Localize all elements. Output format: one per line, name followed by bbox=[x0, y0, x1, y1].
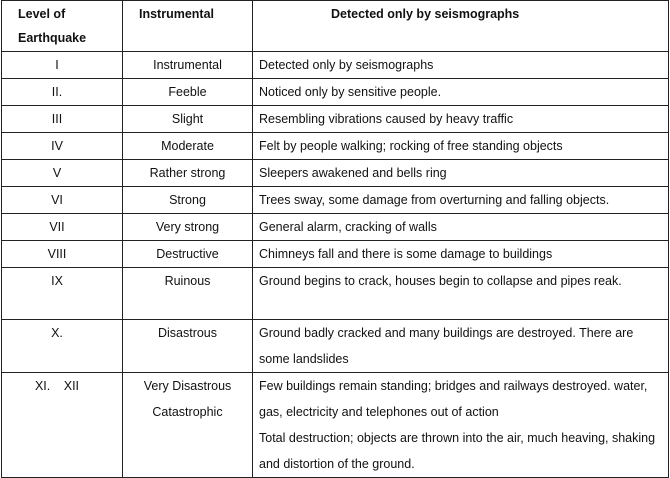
intensity-name: Catastrophic bbox=[152, 405, 223, 419]
level-value: IX bbox=[51, 274, 63, 288]
intensity-description: Total destruction; objects are thrown into the air, much heaving, shaking and distortion of the ground. bbox=[259, 431, 656, 471]
intensity-description: Few buildings remain standing; bridges and railways destroyed. water, gas, electricity and telephones out of action bbox=[259, 379, 648, 419]
intensity-name-cell bbox=[123, 373, 253, 478]
intensity-description-cell bbox=[253, 373, 669, 478]
level-value: XII bbox=[63, 379, 80, 393]
intensity-name: Feeble bbox=[123, 79, 253, 106]
table-row bbox=[2, 106, 669, 133]
level-value: VII bbox=[49, 220, 65, 234]
intensity-description: Chimneys fall and there is some damage to buildings bbox=[253, 241, 669, 268]
intensity-description: Noticed only by sensitive people. bbox=[253, 79, 669, 106]
intensity-description: Felt by people walking; rocking of free standing objects bbox=[253, 133, 669, 160]
intensity-name: Very Disastrous bbox=[143, 379, 232, 393]
header-level-line-2: Earthquake bbox=[18, 31, 87, 45]
level-value: VIII bbox=[47, 247, 67, 261]
level-cell bbox=[2, 373, 123, 478]
level-value: IV bbox=[51, 139, 63, 153]
intensity-name: Ruinous bbox=[123, 268, 253, 320]
intensity-name: Moderate bbox=[123, 133, 253, 160]
header-level bbox=[2, 1, 123, 52]
header-description: Detected only by seismographs bbox=[253, 1, 669, 52]
level-value: VI bbox=[51, 193, 63, 207]
level-cell bbox=[2, 268, 123, 320]
level-value: II. bbox=[51, 85, 63, 99]
level-value: III bbox=[51, 112, 63, 126]
table-row-merged bbox=[2, 373, 669, 478]
table-row bbox=[2, 79, 669, 106]
intensity-description: Ground begins to crack, houses begin to collapse and pipes reak. bbox=[253, 268, 669, 320]
header-level-line-1: Level of bbox=[18, 7, 66, 21]
level-cell bbox=[2, 320, 123, 373]
intensity-name: Rather strong bbox=[123, 160, 253, 187]
intensity-description: Ground badly cracked and many buildings are destroyed. There are some landslides bbox=[253, 320, 669, 373]
intensity-description: Sleepers awakened and bells ring bbox=[253, 160, 669, 187]
level-cell bbox=[2, 187, 123, 214]
level-value: I bbox=[55, 58, 59, 72]
table-row bbox=[2, 187, 669, 214]
intensity-description: Resembling vibrations caused by heavy traffic bbox=[253, 106, 669, 133]
level-cell bbox=[2, 106, 123, 133]
intensity-description: Trees sway, some damage from overturning and falling objects. bbox=[253, 187, 669, 214]
intensity-name: Slight bbox=[123, 106, 253, 133]
table-row bbox=[2, 160, 669, 187]
level-cell bbox=[2, 133, 123, 160]
level-cell bbox=[2, 241, 123, 268]
level-value: X. bbox=[51, 326, 63, 340]
header-instrumental: Instrumental bbox=[123, 1, 253, 52]
level-cell bbox=[2, 52, 123, 79]
table-row bbox=[2, 133, 669, 160]
intensity-name: Very strong bbox=[123, 214, 253, 241]
intensity-name: Destructive bbox=[123, 241, 253, 268]
intensity-name: Instrumental bbox=[123, 52, 253, 79]
intensity-name: Strong bbox=[123, 187, 253, 214]
level-cell bbox=[2, 214, 123, 241]
table-row bbox=[2, 241, 669, 268]
intensity-description: Detected only by seismographs bbox=[253, 52, 669, 79]
level-cell bbox=[2, 160, 123, 187]
level-cell bbox=[2, 79, 123, 106]
intensity-description: General alarm, cracking of walls bbox=[253, 214, 669, 241]
level-value: V bbox=[52, 166, 62, 180]
table-header-row bbox=[2, 1, 669, 52]
table-row bbox=[2, 214, 669, 241]
table-row bbox=[2, 320, 669, 373]
earthquake-intensity-table bbox=[1, 0, 669, 478]
intensity-name: Disastrous bbox=[123, 320, 253, 373]
level-value: XI. bbox=[34, 379, 51, 393]
table-row bbox=[2, 52, 669, 79]
table-row bbox=[2, 268, 669, 320]
